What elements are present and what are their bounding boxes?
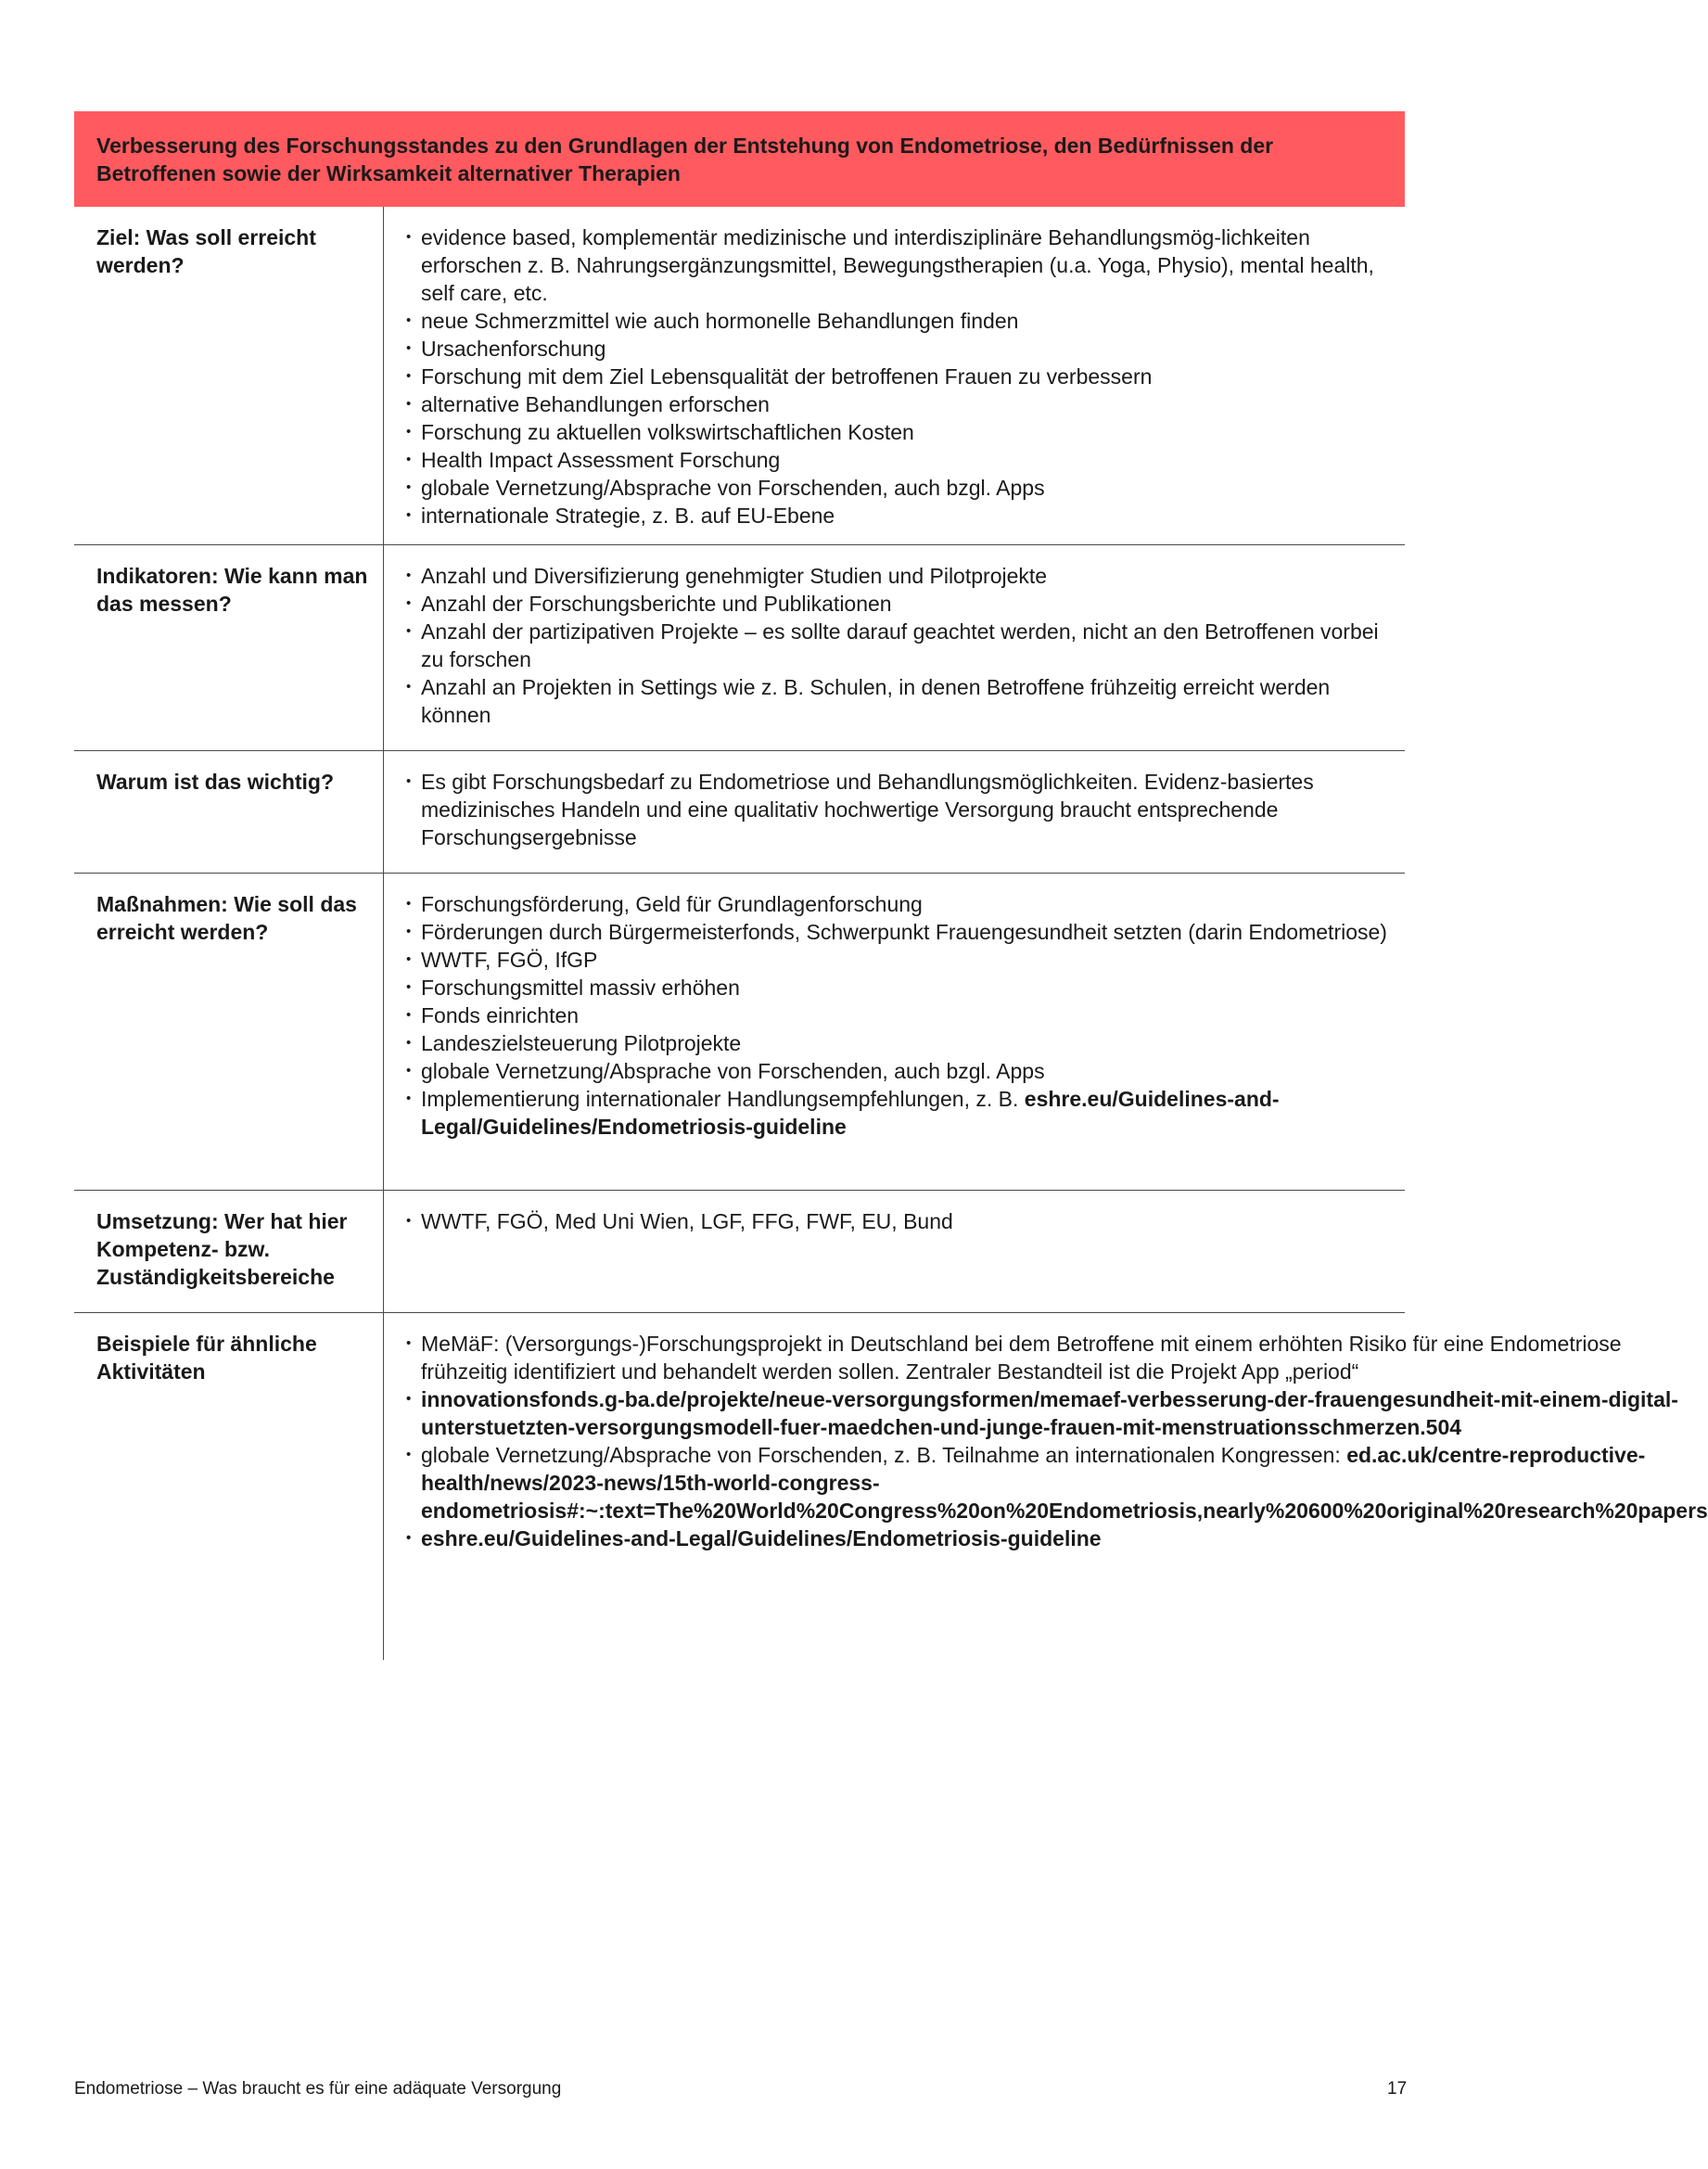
list-item: • neue Schmerzmittel wie auch hormonelle Behandlungen finden [404, 307, 1405, 335]
footer-title: Endometriose – Was braucht es für eine adäquate Versorgung [74, 2079, 562, 2099]
list-item: • Landeszielsteuerung Pilotprojekte [404, 1029, 1405, 1057]
list-item: • evidence based, komplementär medizinische und interdisziplinäre Behandlungsmög-lichkeiten erforschen z. B. Nahrungsergänzungsmittel, Bewegungstherapien (u.a. Yoga, Physio), mental health, self care, etc. [404, 223, 1405, 307]
row-content [384, 545, 1405, 750]
congress-link[interactable]: ed.ac.uk/centre-reproductive-health/news/2023-news/15th-world-congress-endometriosis#:~:text=The%20World%20Congress%20on%20Endometriosis,nearly%20600%20original%20research%20papers [421, 1443, 1708, 1523]
page-number: 17 [1387, 2079, 1408, 2099]
list-item: • MeMäF: (Versorgungs-)Forschungsprojekt in Deutschland bei dem Betroffene mit einem erhöhten Risiko für eine Endometriose frühzeitig identifiziert und behandelt werden sollen. Zentraler Bestandteil ist die Projekt App „period“ [404, 1330, 1708, 1385]
bullet-list [404, 768, 1405, 851]
table-row-massnahmen [74, 874, 1405, 1191]
bullet-list [404, 562, 1405, 729]
list-item: • Forschungsmittel massiv erhöhen [404, 974, 1405, 1002]
table-row-warum [74, 751, 1405, 874]
list-item: • Es gibt Forschungsbedarf zu Endometriose und Behandlungsmöglichkeiten. Evidenz-basiertes medizinisches Handeln und eine qualitativ hochwertige Versorgung braucht entsprechende Forschungsergebnisse [404, 768, 1405, 851]
item-text: Implementierung internationaler Handlungsempfehlungen, z. B. [421, 1087, 1019, 1111]
row-label: Warum ist das wichtig? [74, 751, 384, 873]
row-label: Indikatoren: Wie kann man das messen? [74, 545, 384, 750]
list-item: • internationale Strategie, z. B. auf EU-Ebene [404, 502, 1405, 529]
list-item: • Förderungen durch Bürgermeisterfonds, Schwerpunkt Frauengesundheit setzten (darin Endometriose) [404, 918, 1405, 946]
measure-table [74, 207, 1708, 1660]
innovationsfonds-link[interactable]: • innovationsfonds.g-ba.de/projekte/neue-versorgungsformen/memaef-verbesserung-der-frauengesundheit-mit-einem-digital-unterstuetzten-versorgungsmodell-fuer-maedchen-und-junge-frauen-mit-menstruationsschmerzen.504 [404, 1385, 1708, 1441]
table-row-ziel [74, 207, 1405, 545]
list-item: • WWTF, FGÖ, IfGP [404, 946, 1405, 974]
row-content [384, 1313, 1708, 1660]
list-item: • globale Vernetzung/Absprache von Forschenden, auch bzgl. Apps [404, 474, 1405, 502]
list-item [404, 1441, 1708, 1525]
row-label: Umsetzung: Wer hat hier Kompetenz- bzw. Zuständigkeitsbereiche [74, 1191, 384, 1312]
list-item: • WWTF, FGÖ, Med Uni Wien, LGF, FFG, FWF, EU, Bund [404, 1207, 1405, 1235]
item-text: globale Vernetzung/Absprache von Forschenden, z. B. Teilnahme an internationalen Kongressen: [421, 1443, 1341, 1467]
list-item: • Forschung zu aktuellen volkswirtschaftlichen Kosten [404, 418, 1405, 446]
table-row-beispiele [74, 1313, 1708, 1660]
row-label: Beispiele für ähnliche Aktivitäten [74, 1313, 384, 1660]
row-content [384, 751, 1405, 873]
bullet-list [404, 1330, 1708, 1552]
guideline-link[interactable]: • eshre.eu/Guidelines-and-Legal/Guidelines/Endometriosis-guideline [404, 1525, 1708, 1552]
list-item: • alternative Behandlungen erforschen [404, 390, 1405, 418]
bullet-list [404, 890, 1405, 1141]
list-item: • Anzahl und Diversifizierung genehmigter Studien und Pilotprojekte [404, 562, 1405, 590]
list-item: • Anzahl der Forschungsberichte und Publikationen [404, 590, 1405, 618]
row-content [384, 207, 1405, 544]
list-item: • Anzahl an Projekten in Settings wie z. B. Schulen, in denen Betroffene frühzeitig erreicht werden können [404, 673, 1405, 729]
bullet-list [404, 223, 1405, 529]
list-item [404, 1085, 1405, 1141]
list-item: • Forschungsförderung, Geld für Grundlagenforschung [404, 890, 1405, 918]
guideline-link[interactable]: eshre.eu/Guidelines-and-Legal/Guidelines/Endometriosis-guideline [421, 1087, 1280, 1139]
list-item: • Forschung mit dem Ziel Lebensqualität der betroffenen Frauen zu verbessern [404, 363, 1405, 390]
list-item: • Fonds einrichten [404, 1002, 1405, 1029]
row-content [384, 1191, 1405, 1312]
list-item: • Health Impact Assessment Forschung [404, 446, 1405, 474]
table-row-indikatoren [74, 545, 1405, 751]
list-item: • Ursachenforschung [404, 335, 1405, 363]
table-row-umsetzung [74, 1191, 1405, 1313]
row-label: Ziel: Was soll erreicht werden? [74, 207, 384, 544]
bullet-list [404, 1207, 1405, 1235]
list-item: • globale Vernetzung/Absprache von Forschenden, auch bzgl. Apps [404, 1057, 1405, 1085]
row-label: Maßnahmen: Wie soll das erreicht werden? [74, 874, 384, 1190]
section-header [74, 111, 1405, 207]
row-content [384, 874, 1405, 1190]
section-title: Verbesserung des Forschungsstandes zu den Grundlagen der Entstehung von Endometriose, den Bedürfnissen der Betroffenen sowie der Wirksamkeit alternativer Therapien [96, 134, 1274, 185]
list-item: • Anzahl der partizipativen Projekte – es sollte darauf geachtet werden, nicht an den Betroffenen vorbei zu forschen [404, 618, 1405, 673]
